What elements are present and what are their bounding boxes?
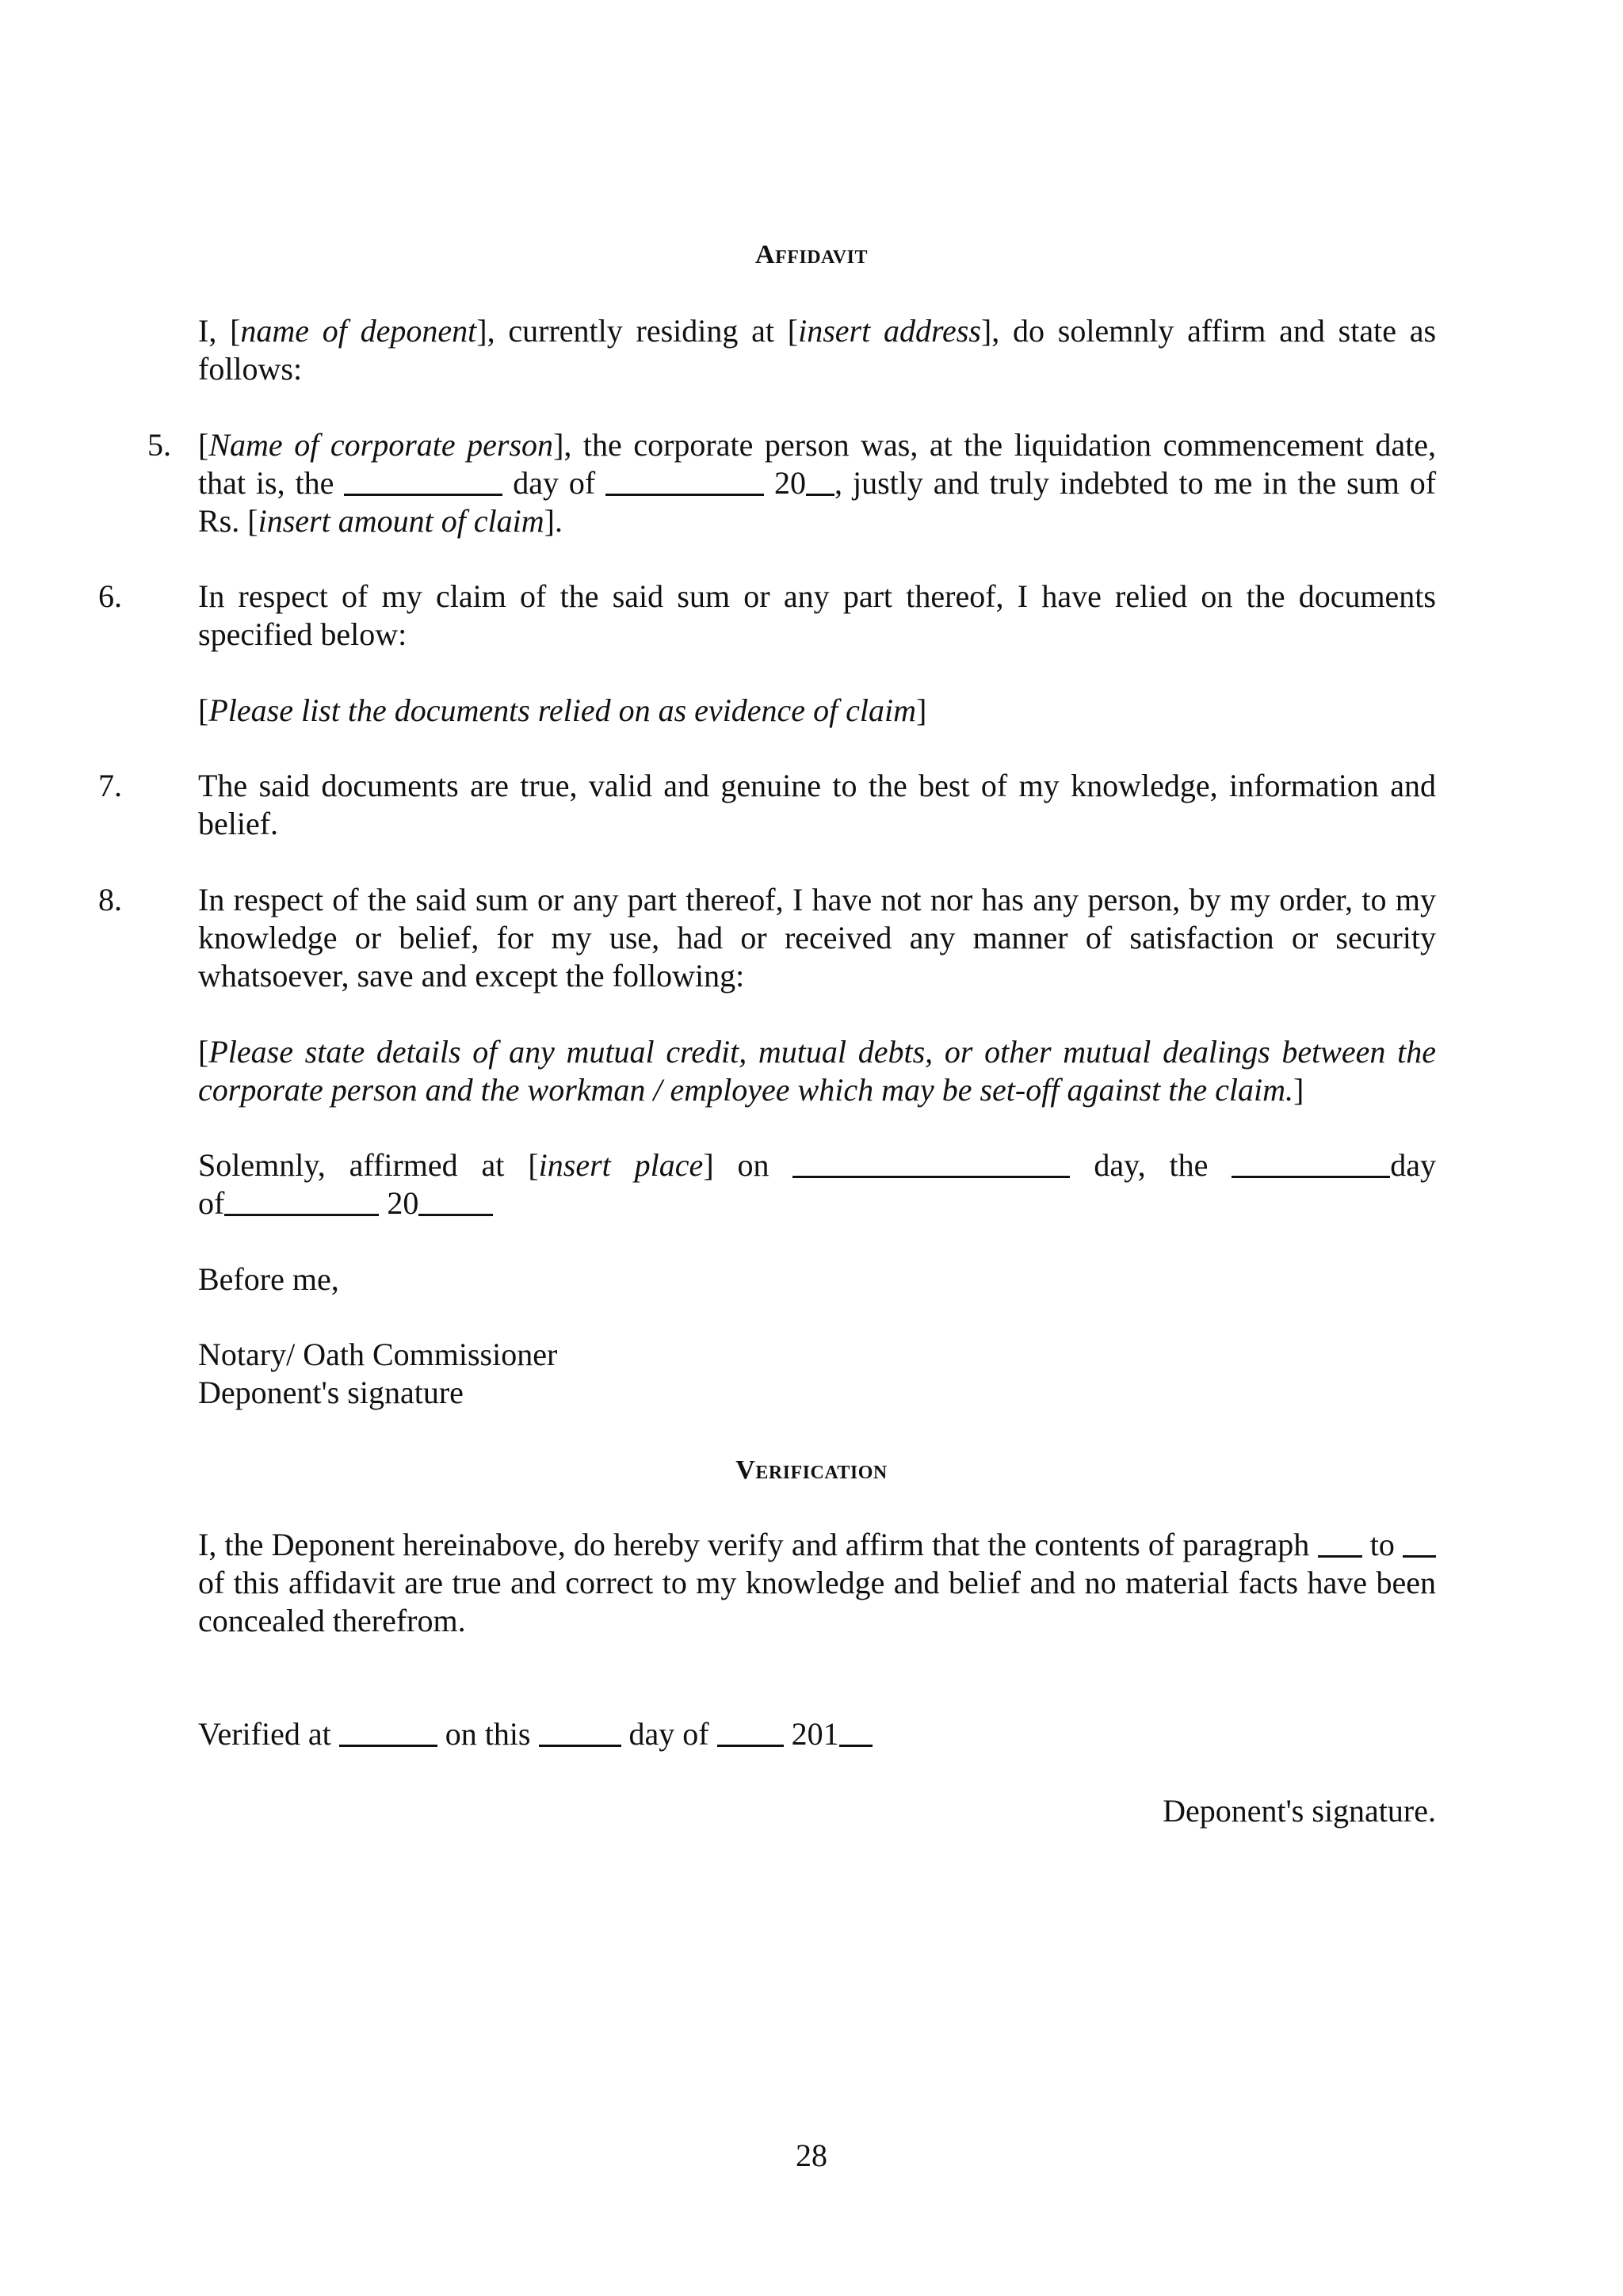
item-6-note: [Please list the documents relied on as evidence of claim]	[198, 692, 927, 728]
intro-paragraph: I, [name of deponent], currently residing at [insert address], do solemnly affirm and state as follows:	[198, 313, 1437, 387]
verified-month-blank	[717, 1718, 784, 1747]
year-blank	[806, 467, 834, 496]
verified-day-blank	[539, 1718, 621, 1747]
page-number: 28	[796, 2138, 827, 2173]
item-5-paragraph: [Name of corporate person], the corporate person was, at the liquidation commencement date, that is, the day of 20 , justly and truly indebted to me in the sum of Rs. [insert amount of claim].	[198, 427, 1437, 539]
notary-label: Notary/ Oath Commissioner	[198, 1337, 558, 1372]
verified-line: Verified at on this day of 201	[198, 1715, 1436, 1753]
item-8-number: 8.	[98, 882, 122, 917]
verification-paragraph: I, the Deponent hereinabove, do hereby verify and affirm that the contents of paragraph to of this affidavit are true and correct to my knowledge and belief and no material facts have been concealed therefrom.	[198, 1527, 1436, 1638]
verified-year-blank	[839, 1718, 873, 1747]
deponent-signature-label: Deponent's signature	[198, 1375, 464, 1410]
item-5-number: 5.	[147, 427, 171, 463]
month-blank	[605, 467, 764, 496]
item-7-paragraph: The said documents are true, valid and genuine to the best of my knowledge, information and belief.	[198, 768, 1436, 841]
solemn-line-1: Solemnly, affirmed at [insert place] on day, the day	[198, 1147, 1437, 1183]
place-placeholder: insert place	[538, 1147, 704, 1183]
before-me: Before me,	[198, 1261, 339, 1297]
paragraph-to-blank	[1403, 1528, 1436, 1558]
amount-placeholder: insert amount of claim	[258, 503, 544, 539]
verified-place-blank	[339, 1718, 437, 1747]
solemn-year-blank	[418, 1187, 493, 1216]
item-6-paragraph: In respect of my claim of the said sum or any part thereof, I have relied on the documents specified below:	[198, 578, 1436, 652]
solemn-day-blank	[1232, 1149, 1390, 1178]
item-6-number: 6.	[98, 578, 122, 614]
name-placeholder: name of deponent	[240, 313, 477, 349]
affidavit-title: Affidavit	[755, 240, 868, 269]
day-blank	[344, 467, 502, 496]
item-8-note: [Please state details of any mutual credit, mutual debts, or other mutual dealings between the corporate person and the workman / employee which may be set-off against the claim.]	[198, 1034, 1436, 1108]
address-placeholder: insert address	[798, 313, 981, 349]
item-7-number: 7.	[98, 768, 122, 803]
item-8-paragraph: In respect of the said sum or any part thereof, I have not nor has any person, by my order, to my knowledge or belief, for my use, had or received any manner of satisfaction or security whatsoever, save and except the following:	[198, 882, 1436, 994]
verification-title: Verification	[735, 1455, 888, 1485]
solemn-date-blank	[792, 1149, 1070, 1178]
solemn-month-blank	[224, 1187, 379, 1216]
paragraph-from-blank	[1318, 1528, 1362, 1558]
corporate-placeholder: Name of corporate person	[208, 427, 554, 463]
solemn-line-2: of 20	[198, 1184, 1436, 1222]
deponent-signature-final: Deponent's signature.	[1163, 1793, 1436, 1829]
